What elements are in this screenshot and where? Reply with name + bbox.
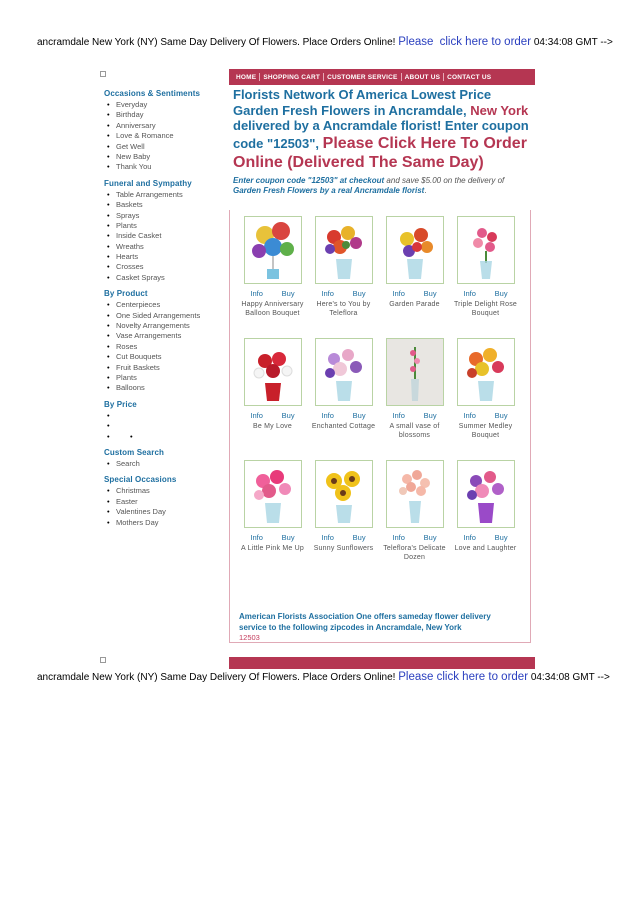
info-link[interactable]: Info: [392, 533, 405, 542]
product-photo[interactable]: [244, 338, 302, 406]
product-card: [308, 460, 379, 582]
nav-divider: [401, 73, 402, 81]
be-my-love-image: [245, 339, 301, 405]
order-link[interactable]: [398, 36, 531, 48]
product-card: [450, 460, 521, 582]
order-link-please[interactable]: Please: [398, 36, 434, 48]
product-item[interactable]: • One Sided Arrangements: [104, 311, 224, 321]
funeral-section: [104, 179, 224, 284]
product-section: [104, 289, 224, 394]
funeral-item[interactable]: • Casket Sprays: [104, 273, 224, 283]
occasion-item[interactable]: • Love & Romance: [104, 131, 224, 141]
product-card: [379, 460, 450, 582]
product-name[interactable]: Sunny Sunflowers: [313, 545, 374, 552]
product-name[interactable]: Here's to You by Teleflora: [316, 301, 371, 317]
product-photo[interactable]: [386, 338, 444, 406]
bottom-banner: [37, 671, 610, 683]
summer-medley-image: [458, 339, 514, 405]
main-content: [233, 87, 533, 197]
product-grid: [237, 216, 527, 582]
nav-about-us[interactable]: ABOUT US: [404, 73, 441, 81]
coupon-rest: and save $5.00 on the delivery of: [386, 175, 505, 185]
product-photo[interactable]: [457, 338, 515, 406]
product-links: [450, 533, 521, 542]
product-photo[interactable]: [315, 216, 373, 284]
product-links: [450, 411, 521, 420]
product-photo[interactable]: [457, 460, 515, 528]
order-link-click[interactable]: click here to order: [439, 36, 532, 48]
product-photo[interactable]: [386, 216, 444, 284]
buy-link[interactable]: Buy: [423, 533, 437, 542]
occasion-item[interactable]: • New Baby: [104, 152, 224, 162]
nav-divider: [443, 73, 444, 81]
nav-home[interactable]: HOME: [236, 73, 257, 81]
funeral-item[interactable]: • Wreaths: [104, 242, 224, 252]
buy-link[interactable]: Buy: [494, 533, 508, 542]
price-heading: By Price: [104, 399, 137, 409]
occasion-item[interactable]: • Get Well: [104, 142, 224, 152]
sidebar: [104, 89, 224, 534]
product-name[interactable]: Triple Delight Rose Bouquet: [453, 301, 518, 317]
product-name[interactable]: Be My Love: [253, 423, 292, 430]
broken-image-icon: [100, 71, 106, 77]
product-links: [237, 289, 308, 298]
top-banner: [37, 36, 613, 48]
product-row: [237, 460, 527, 582]
product-name[interactable]: A Little Pink Me Up: [241, 545, 304, 552]
product-photo[interactable]: [315, 338, 373, 406]
product-photo[interactable]: [386, 460, 444, 528]
headline-location: New York: [470, 102, 529, 118]
info-link[interactable]: Info: [250, 289, 263, 298]
product-name[interactable]: A small vase of blossoms: [389, 423, 440, 439]
special-occasions-heading: Special Occasions: [104, 475, 177, 485]
funeral-item[interactable]: • Crosses: [104, 262, 224, 272]
buy-link[interactable]: Buy: [494, 289, 508, 298]
product-card: [237, 460, 308, 582]
delivery-note: American Florists Association One offers sameday flower delivery service to the following zipcodes in Ancramdale, New York: [239, 612, 491, 632]
product-card: [379, 338, 450, 460]
special-occasions-section: [104, 475, 224, 528]
headline-part-1: Florists Network Of America Lowest Price Garden Fresh Flowers in Ancramdale,: [233, 87, 492, 118]
buy-link[interactable]: Buy: [352, 411, 366, 420]
special-item[interactable]: • Christmas: [104, 486, 224, 496]
product-row: [237, 338, 527, 460]
product-item[interactable]: • Cut Bouquets: [104, 352, 224, 362]
main-nav: [229, 69, 535, 85]
funeral-heading: Funeral and Sympathy: [104, 178, 192, 188]
search-link[interactable]: • Search: [104, 459, 224, 469]
product-photo[interactable]: [457, 216, 515, 284]
product-links: [450, 289, 521, 298]
product-item[interactable]: • Vase Arrangements: [104, 331, 224, 341]
banner-text: ancramdale New York (NY) Same Day Delivery Of Flowers. Place Orders Online!: [37, 672, 396, 683]
buy-link[interactable]: Buy: [494, 411, 508, 420]
product-item[interactable]: • Balloons: [104, 383, 224, 393]
info-link[interactable]: Info: [463, 411, 476, 420]
banner-time: 04:34:08 GMT -->: [533, 37, 613, 48]
nav-customer-service[interactable]: CUSTOMER SERVICE: [327, 73, 398, 81]
custom-search-heading: Custom Search: [104, 447, 164, 457]
product-card: [237, 338, 308, 460]
product-name[interactable]: Teleflora's Delicate Dozen: [383, 545, 446, 561]
product-links: [379, 533, 450, 542]
price-section: [104, 400, 224, 442]
coupon-end: .: [424, 186, 427, 195]
product-photo[interactable]: [244, 460, 302, 528]
order-link-please[interactable]: Please: [398, 671, 434, 683]
product-links: [237, 411, 308, 420]
product-name[interactable]: Summer Medley Bouquet: [458, 423, 513, 439]
product-name[interactable]: Garden Parade: [389, 301, 440, 308]
product-card: [379, 216, 450, 338]
product-card: [308, 216, 379, 338]
mixed-bouquet-image: [316, 217, 372, 283]
product-name[interactable]: Happy Anniversary Balloon Bouquet: [241, 301, 304, 317]
info-link[interactable]: Info: [321, 289, 334, 298]
headline-part-3: delivered by a Ancramdale florist! Enter coupon code "12503",: [233, 118, 529, 151]
love-and-laughter-image: [458, 461, 514, 527]
funeral-item[interactable]: • Inside Casket: [104, 231, 224, 241]
order-link-click[interactable]: click here to order: [436, 671, 529, 683]
product-links: [237, 533, 308, 542]
nav-divider: [259, 73, 260, 81]
product-item[interactable]: • Fruit Baskets: [104, 363, 224, 373]
product-links: [308, 411, 379, 420]
product-item[interactable]: • Novelty Arrangements: [104, 321, 224, 331]
product-card: [450, 338, 521, 460]
product-row: [237, 216, 527, 338]
buy-link[interactable]: Buy: [281, 289, 295, 298]
special-item[interactable]: • Mothers Day: [104, 518, 224, 528]
buy-link[interactable]: Buy: [423, 289, 437, 298]
buy-link[interactable]: Buy: [281, 533, 295, 542]
info-link[interactable]: Info: [321, 533, 334, 542]
occasion-item[interactable]: • Everyday: [104, 100, 224, 110]
info-link[interactable]: Info: [321, 411, 334, 420]
funeral-item[interactable]: • Sprays: [104, 211, 224, 221]
product-heading: By Product: [104, 289, 148, 299]
info-link[interactable]: Info: [463, 289, 476, 298]
page-headline: [233, 87, 533, 172]
product-links: [308, 289, 379, 298]
product-photo[interactable]: [315, 460, 373, 528]
occasion-item[interactable]: • Thank You: [104, 162, 224, 172]
delicate-dozen-image: [387, 461, 443, 527]
nav-divider: [323, 73, 324, 81]
order-link[interactable]: [398, 671, 528, 683]
special-item[interactable]: • Valentines Day: [104, 507, 224, 517]
broken-image-icon: [100, 657, 106, 663]
info-link[interactable]: Info: [463, 533, 476, 542]
occasion-item[interactable]: • Birthday: [104, 110, 224, 120]
buy-link[interactable]: Buy: [423, 411, 437, 420]
occasions-section: [104, 89, 224, 173]
garden-parade-image: [387, 217, 443, 283]
product-links: [379, 411, 450, 420]
banner-time: 04:34:08 GMT -->: [530, 672, 610, 683]
product-card: [237, 216, 308, 338]
product-links: [379, 289, 450, 298]
info-link[interactable]: Info: [250, 411, 263, 420]
enchanted-cottage-image: [316, 339, 372, 405]
headline-order-link[interactable]: Please Click Here To Order Online (Delivered The Same Day): [233, 134, 527, 171]
special-item[interactable]: • Easter: [104, 497, 224, 507]
nav-contact-us[interactable]: CONTACT US: [447, 73, 492, 81]
occasions-heading: Occasions & Sentiments: [104, 89, 201, 98]
product-name[interactable]: Enchanted Cottage: [311, 423, 376, 430]
funeral-item[interactable]: • Plants: [104, 221, 224, 231]
buy-link[interactable]: Buy: [352, 289, 366, 298]
funeral-item[interactable]: • Baskets: [104, 200, 224, 210]
coupon-em-2: Garden Fresh Flowers by a real Ancramdale florist: [233, 186, 425, 195]
product-card: [450, 216, 521, 338]
buy-link[interactable]: Buy: [281, 411, 295, 420]
price-item[interactable]: [104, 411, 224, 421]
info-link[interactable]: Info: [250, 533, 263, 542]
product-item[interactable]: • Centerpieces: [104, 300, 224, 310]
occasion-item[interactable]: • Anniversary: [104, 121, 224, 131]
custom-search-section: [104, 448, 224, 469]
product-card: [308, 338, 379, 460]
nav-shopping-cart[interactable]: SHOPPING CART: [263, 73, 321, 81]
funeral-item[interactable]: • Hearts: [104, 252, 224, 262]
footer-bar: [229, 657, 535, 669]
product-photo[interactable]: [244, 216, 302, 284]
price-extra-bullet: •: [130, 431, 133, 441]
product-links: [308, 533, 379, 542]
sunflowers-image: [316, 461, 372, 527]
funeral-item[interactable]: • Table Arrangements: [104, 190, 224, 200]
buy-link[interactable]: Buy: [352, 533, 366, 542]
price-item[interactable]: [104, 432, 224, 442]
product-item[interactable]: • Roses: [104, 342, 224, 352]
banner-text: ancramdale New York (NY) Same Day Delivery Of Flowers. Place Orders Online!: [37, 37, 396, 48]
price-item[interactable]: [104, 421, 224, 431]
coupon-note: [233, 176, 533, 197]
coupon-em: Enter coupon code "12503" at checkout: [233, 175, 385, 185]
info-link[interactable]: Info: [392, 411, 405, 420]
rose-bouquet-image: [458, 217, 514, 283]
small-vase-image: [387, 339, 443, 405]
product-name[interactable]: Love and Laughter: [454, 545, 517, 552]
zipcode-link[interactable]: 12503: [239, 633, 260, 642]
pink-bouquet-image: [245, 461, 301, 527]
product-item[interactable]: • Plants: [104, 373, 224, 383]
balloon-bouquet-image: [245, 217, 301, 283]
info-link[interactable]: Info: [392, 289, 405, 298]
